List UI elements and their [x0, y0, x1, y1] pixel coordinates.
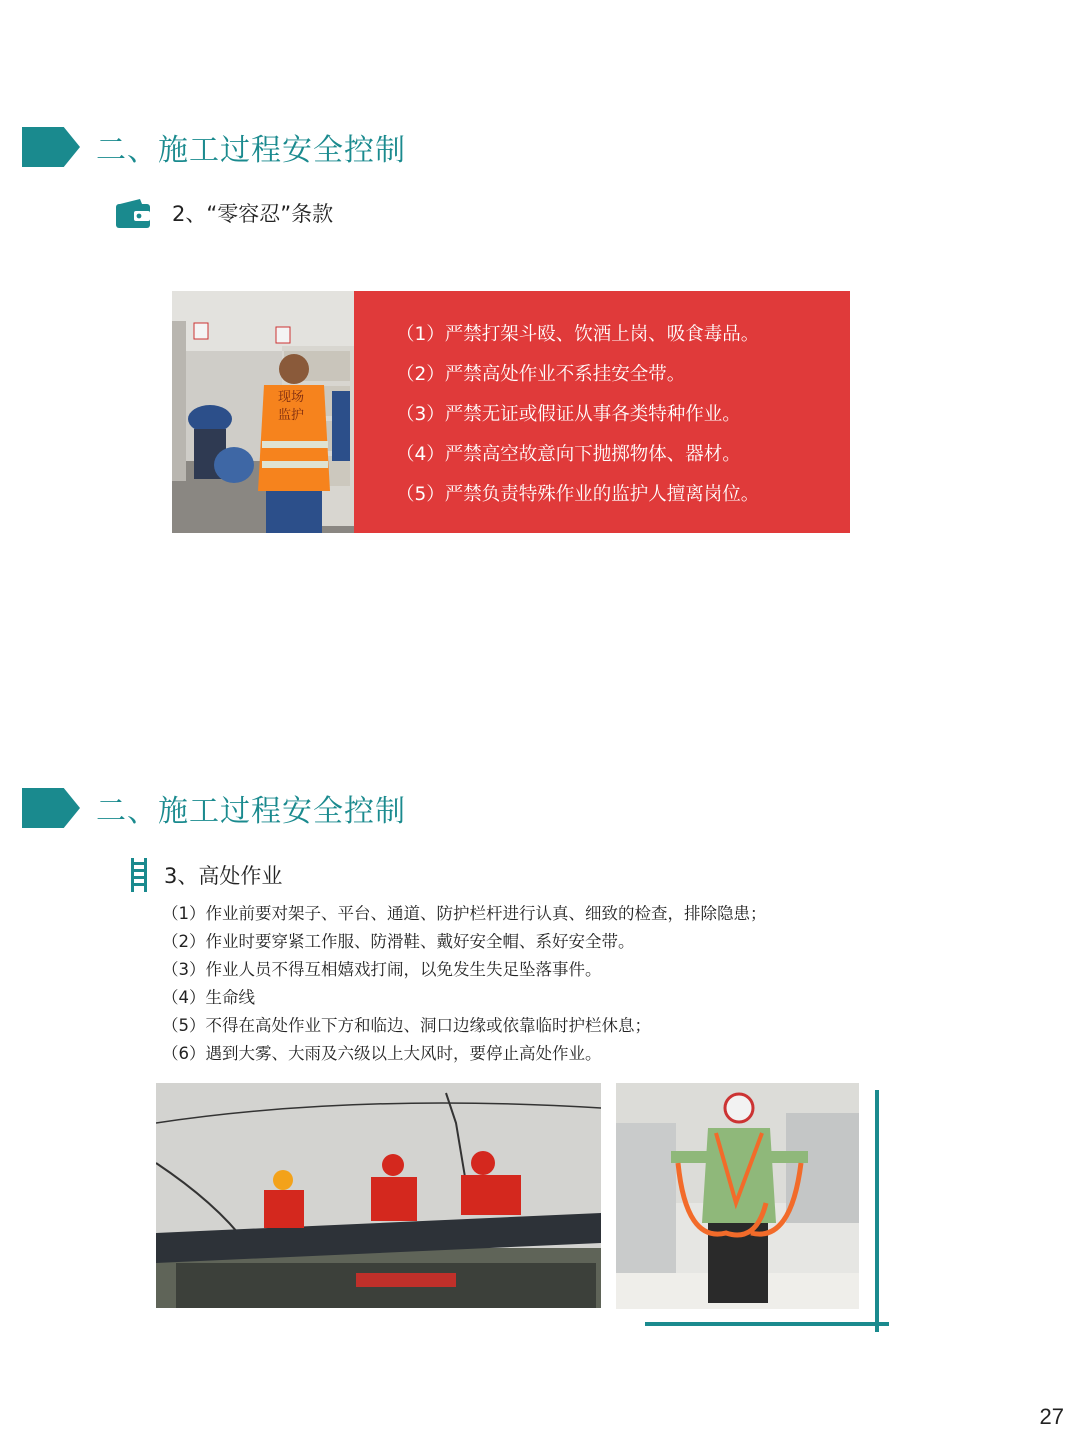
arrow-tag-icon — [22, 788, 80, 828]
rule-item: （3）严禁无证或假证从事各类特种作业。 — [396, 404, 741, 425]
arrow-tag-icon — [22, 127, 80, 167]
wallet-icon — [116, 198, 150, 228]
ladder-icon — [130, 858, 148, 892]
photo-site-supervisor — [172, 291, 354, 533]
photo-safety-harness — [616, 1083, 859, 1309]
subheading-1 — [116, 198, 333, 228]
rule-item: （5）不得在高处作业下方和临边、洞口边缘或依靠临时护栏休息； — [162, 1016, 651, 1035]
rule-item: （4）生命线 — [162, 988, 255, 1007]
section-title: 二、施工过程安全控制 — [96, 133, 406, 168]
rule-item: （1）作业前要对架子、平台、通道、防护栏杆进行认真、细致的检查，排除隐患； — [162, 904, 767, 923]
rule-item: （3）作业人员不得互相嬉戏打闹，以免发生失足坠落事件。 — [162, 960, 602, 979]
section-title: 二、施工过程安全控制 — [96, 794, 406, 829]
height-work-rules — [162, 900, 767, 1068]
section-header-2 — [22, 786, 406, 830]
rule-item: （1）严禁打架斗殴、饮酒上岗、吸食毒品。 — [396, 324, 760, 345]
rule-item: （4）严禁高空故意向下抛掷物体、器材。 — [396, 444, 741, 465]
rule-item: （6）遇到大雾、大雨及六级以上大风时，要停止高处作业。 — [162, 1044, 602, 1063]
rule-item: （5）严禁负责特殊作业的监护人擅离岗位。 — [396, 484, 760, 505]
svg-text:监护: 监护 — [278, 408, 305, 423]
decorative-vertical-line — [875, 1090, 879, 1332]
zero-tolerance-panel — [354, 291, 850, 533]
rule-item: （2）作业时要穿紧工作服、防滑鞋、戴好安全帽、系好安全带。 — [162, 932, 635, 951]
svg-text:现场: 现场 — [278, 390, 305, 405]
photo-workers-on-roof — [156, 1083, 601, 1308]
subheading-text: 2、“零容忍”条款 — [172, 202, 334, 226]
rule-item: （2）严禁高处作业不系挂安全带。 — [396, 364, 686, 385]
section-header-1 — [22, 125, 406, 169]
subheading-2 — [130, 858, 282, 892]
subheading-text: 3、高处作业 — [164, 864, 283, 888]
decorative-horizontal-line — [645, 1322, 889, 1326]
page-number: 27 — [1039, 1404, 1064, 1429]
